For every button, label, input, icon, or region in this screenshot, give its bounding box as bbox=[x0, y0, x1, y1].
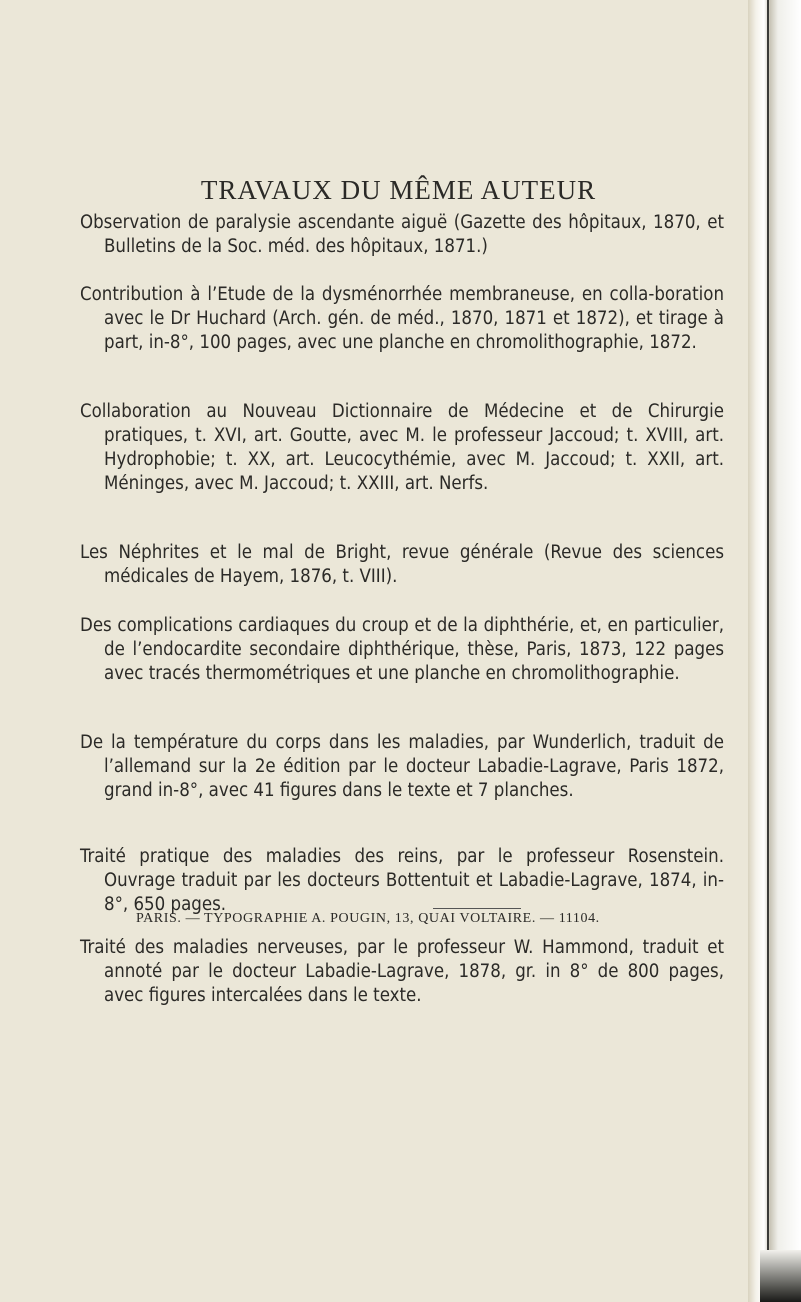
bibliography-entry: Collaboration au Nouveau Dictionnaire de Médecine et de Chirurgie pratiques, t. XVI, art. Goutte, avec M. le professeur Jaccoud; t. XVIII, art. Hydrophobie; t. XX, art. Leucocythémie, avec M. Jaccoud; t. XXII, art. Méninges, avec M. Jaccoud; t. XXIII, art. Nerfs. bbox=[80, 401, 724, 494]
bibliography-entry: Contribution à l’Etude de la dysménorrhée membraneuse, en colla-boration avec le Dr Huchard (Arch. gén. de méd., 1870, 1871 et 1872), et tirage à part, in-8°, 100 pages, avec une planche en chromolithographie, 1872. bbox=[80, 284, 724, 353]
page-corner-shadow bbox=[760, 1250, 801, 1302]
bibliography-entry: Des complications cardiaques du croup et de la diphthérie, et, en particulier, de l’endocardite secondaire diphthérique, thèse, Paris, 1873, 122 pages avec tracés thermométriques et une planche en chromolithographie. bbox=[80, 615, 724, 684]
bibliography-entry: De la température du corps dans les maladies, par Wunderlich, traduit de l’allemand sur la 2e édition par le docteur Labadie-Lagrave, Paris 1872, grand in-8°, avec 41 figures dans le texte et 7 planches. bbox=[80, 732, 724, 801]
bibliography-entry: Les Néphrites et le mal de Bright, revue générale (Revue des sciences médicales de Hayem, 1876, t. VIII). bbox=[80, 542, 724, 587]
bibliography-entry: Observation de paralysie ascendante aiguë (Gazette des hôpitaux, 1870, et Bulletins de la Soc. méd. des hôpitaux, 1871.) bbox=[80, 212, 724, 257]
page-heading: TRAVAUX DU MÊME AUTEUR bbox=[200, 175, 597, 205]
bibliography-entry: Traité pratique des maladies des reins, par le professeur Rosenstein. Ouvrage traduit par les docteurs Bottentuit et Labadie-Lagrave, 1874, in-8°, 650 pages. bbox=[80, 846, 724, 915]
footer-rule bbox=[433, 908, 521, 909]
printer-imprint: PARIS. — TYPOGRAPHIE A. POUGIN, 13, QUAI VOLTAIRE. — 11104. bbox=[136, 911, 600, 926]
bibliography-entry: Traité des maladies nerveuses, par le professeur W. Hammond, traduit et annoté par le docteur Labadie-Lagrave, 1878, gr. in 8° de 800 pages, avec figures intercalées dans le texte. bbox=[80, 937, 724, 1006]
